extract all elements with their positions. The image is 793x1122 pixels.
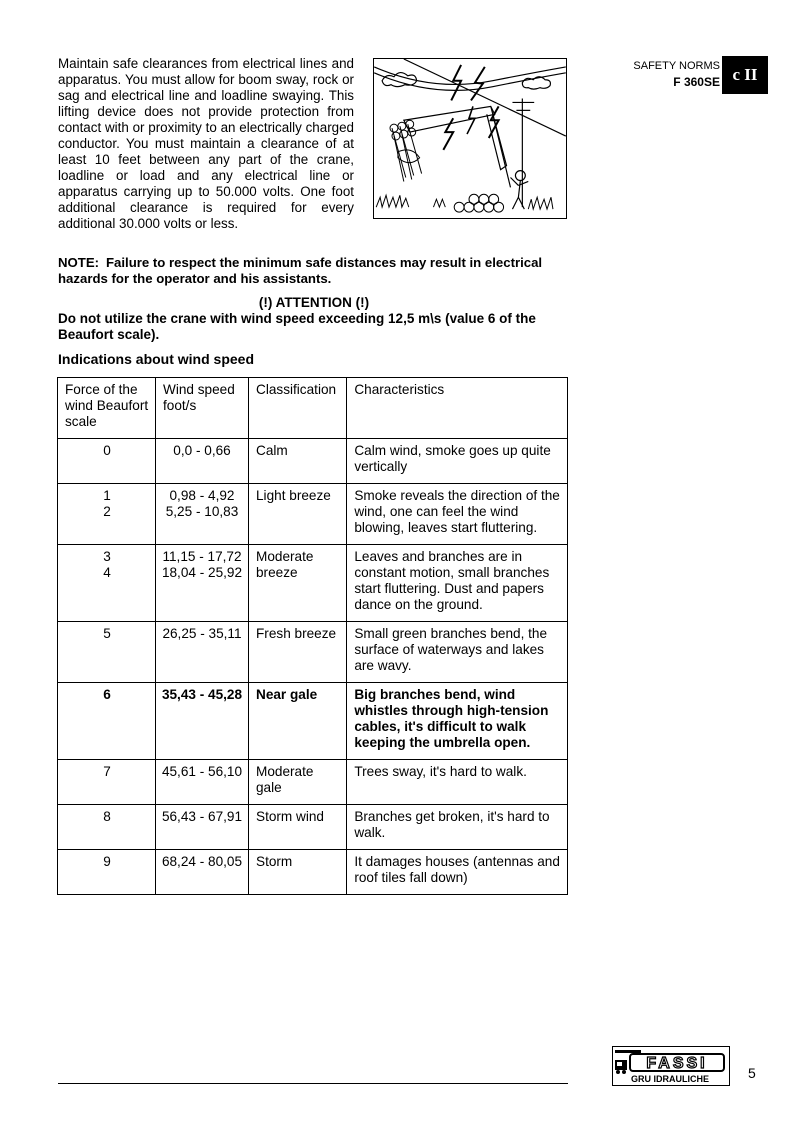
beaufort-force-cell: 1 2: [58, 484, 156, 545]
classification-cell: Light breeze: [249, 484, 347, 545]
logo-text: FASSI: [646, 1055, 708, 1072]
note-text: Failure to respect the minimum safe distances may result in electrical hazards for the operator and his assistants.: [58, 255, 543, 286]
characteristics-cell: Smoke reveals the direction of the wind, one can feel the wind blowing, leaves start fluttering.: [347, 484, 568, 545]
characteristics-cell: Calm wind, smoke goes up quite vertically: [347, 439, 568, 484]
beaufort-force-cell: 0: [58, 439, 156, 484]
classification-cell: Near gale: [249, 683, 347, 760]
characteristics-cell: Branches get broken, it's hard to walk.: [347, 805, 568, 850]
indications-title: Indications about wind speed: [58, 351, 255, 367]
characteristics-cell: Trees sway, it's hard to walk.: [347, 760, 568, 805]
wind-speed-cell: 35,43 - 45,28: [156, 683, 249, 760]
header-characteristics: Characteristics: [347, 378, 568, 439]
footer-rule: [58, 1083, 568, 1084]
classification-cell: Fresh breeze: [249, 622, 347, 683]
characteristics-cell: Leaves and branches are in constant motion, small branches start fluttering. Dust and papers dance on the ground.: [347, 545, 568, 622]
table-row: [58, 850, 568, 895]
header-speed: Wind speed foot/s: [156, 378, 249, 439]
note-label: NOTE:: [58, 255, 100, 270]
table-row: [58, 805, 568, 850]
table-row: [58, 545, 568, 622]
table-header-row: [58, 378, 568, 439]
beaufort-force-cell: 7: [58, 760, 156, 805]
table-row: [58, 622, 568, 683]
header-classification: Classification: [249, 378, 347, 439]
header-force: Force of the wind Beaufort scale: [58, 378, 156, 439]
characteristics-cell: It damages houses (antennas and roof tiles fall down): [347, 850, 568, 895]
classification-cell: Storm wind: [249, 805, 347, 850]
beaufort-force-cell: 6: [58, 683, 156, 760]
attention-text: Do not utilize the crane with wind speed exceeding 12,5 m\s (value 6 of the Beaufort scale).: [58, 311, 536, 342]
beaufort-force-cell: 8: [58, 805, 156, 850]
model-name: F 360SE: [673, 75, 720, 89]
chapter-badge: c II: [722, 56, 768, 94]
characteristics-cell: Small green branches bend, the surface of waterways and lakes are wavy.: [347, 622, 568, 683]
page-number: 5: [748, 1065, 756, 1081]
page-header: [633, 58, 720, 90]
beaufort-force-cell: 3 4: [58, 545, 156, 622]
crane-power-line-hazard-illustration: [373, 58, 567, 219]
classification-cell: Storm: [249, 850, 347, 895]
fassi-logo: [612, 1046, 730, 1086]
note-block: [58, 255, 570, 287]
classification-cell: Moderate breeze: [249, 545, 347, 622]
table-row: [58, 484, 568, 545]
table-row: [58, 439, 568, 484]
wind-speed-cell: 11,15 - 17,72 18,04 - 25,92: [156, 545, 249, 622]
attention-title: (!) ATTENTION (!): [258, 295, 370, 310]
characteristics-cell: Big branches bend, wind whistles through high-tension cables, it's difficult to walk keeping the umbrella open.: [347, 683, 568, 760]
wind-speed-cell: 56,43 - 67,91: [156, 805, 249, 850]
beaufort-force-cell: 5: [58, 622, 156, 683]
table-row: [58, 760, 568, 805]
wind-speed-cell: 45,61 - 56,10: [156, 760, 249, 805]
wind-speed-table: [57, 377, 568, 895]
wind-speed-cell: 0,0 - 0,66: [156, 439, 249, 484]
logo-subtext: GRU IDRAULICHE: [631, 1074, 709, 1084]
classification-cell: Calm: [249, 439, 347, 484]
classification-cell: Moderate gale: [249, 760, 347, 805]
beaufort-force-cell: 9: [58, 850, 156, 895]
table-row: [58, 683, 568, 760]
wind-speed-cell: 26,25 - 35,11: [156, 622, 249, 683]
wind-speed-cell: 68,24 - 80,05: [156, 850, 249, 895]
intro-paragraph: Maintain safe clearances from electrical lines and apparatus. You must allow for boom sway, rock or sag and electrical line and loadline swaying. This lifting device does not provide protection from contact with or proximity to an electrically charged conductor. You must maintain a clearance of at least 10 feet between any part of the crane, loadline or load and any electrical line or apparatus carrying up to 50.000 volts. One foot additional clearance is required for every additional 30.000 volts or less.: [58, 56, 354, 231]
wind-speed-cell: 0,98 - 4,92 5,25 - 10,83: [156, 484, 249, 545]
section-title: SAFETY NORMS: [633, 60, 720, 72]
